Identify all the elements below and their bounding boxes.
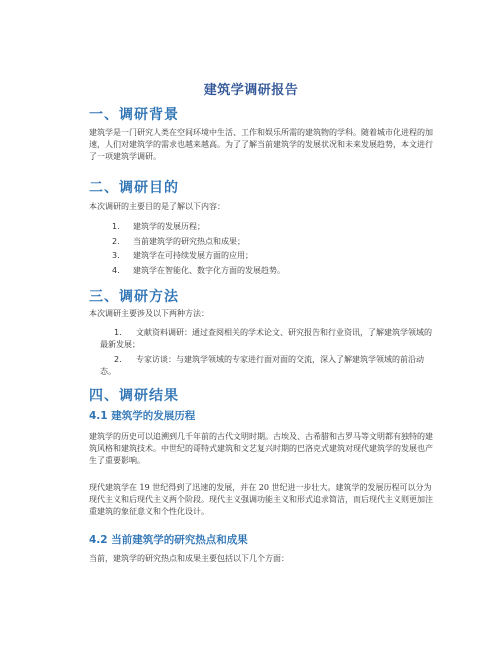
paragraph-history-2: 现代建筑学在 19 世纪得到了迅速的发展，并在 20 世纪进一步壮大。建筑学的发展历程可以分为现代主义和后现代主义两个阶段。现代主义强调功能主义和形式追求简洁，而后现代主义则更加注重建筑的象征意义和个性化设计。 bbox=[89, 483, 433, 516]
heading-background: 一、调研背景 bbox=[89, 107, 179, 123]
paragraph-purpose-intro: 本次调研的主要目的是了解以下内容： bbox=[89, 202, 225, 211]
method-item: 2. 专家访谈：与建筑学领域的专家进行面对面的交流，深入了解建筑学领域的前沿动态。 bbox=[100, 355, 424, 376]
heading-results: 四、调研结果 bbox=[89, 388, 179, 404]
paragraph-history-1: 建筑学的历史可以追溯到几千年前的古代文明时期。古埃及、古希腊和古罗马等文明都有独特的建筑风格和建筑技术。中世纪的哥特式建筑和文艺复兴时期的巴洛克式建筑对现代建筑学的发展也产生了重要影响。 bbox=[89, 432, 433, 465]
subheading-research-hotspots: 4.2 当前建筑学的研究热点和成果 bbox=[89, 534, 248, 546]
heading-method: 三、调研方法 bbox=[89, 289, 179, 305]
subheading-history: 4.1 建筑学的发展历程 bbox=[89, 410, 196, 422]
list-item: 1. 建筑学的发展历程； bbox=[112, 222, 205, 231]
purpose-list bbox=[112, 220, 285, 278]
list-item: 2. 当前建筑学的研究热点和成果； bbox=[112, 236, 245, 246]
paragraph-research-intro: 当前，建筑学的研究热点和成果主要包括以下几个方面： bbox=[89, 554, 289, 563]
paragraph-background: 建筑学是一门研究人类在空间环境中生活、工作和娱乐所需的建筑物的学科。随着城市化进程的加速，人们对建筑学的需求也越来越高。为了了解当前建筑学的发展状况和未来发展趋势，本文进行了一项建筑学调研。 bbox=[89, 128, 433, 161]
list-item: 4. 建筑学在智能化、数字化方面的发展趋势。 bbox=[112, 265, 285, 275]
heading-purpose: 二、调研目的 bbox=[89, 180, 179, 196]
list-item: 3. 建筑学在可持续发展方面的应用； bbox=[112, 251, 253, 260]
document-title: 建筑学调研报告 bbox=[203, 83, 299, 98]
method-item: 1. 文献资料调研：通过查阅相关的学术论文、研究报告和行业资讯，了解建筑学领域的最新发展； bbox=[100, 328, 432, 349]
paragraph-method-intro: 本次调研主要涉及以下两种方法： bbox=[89, 309, 209, 318]
